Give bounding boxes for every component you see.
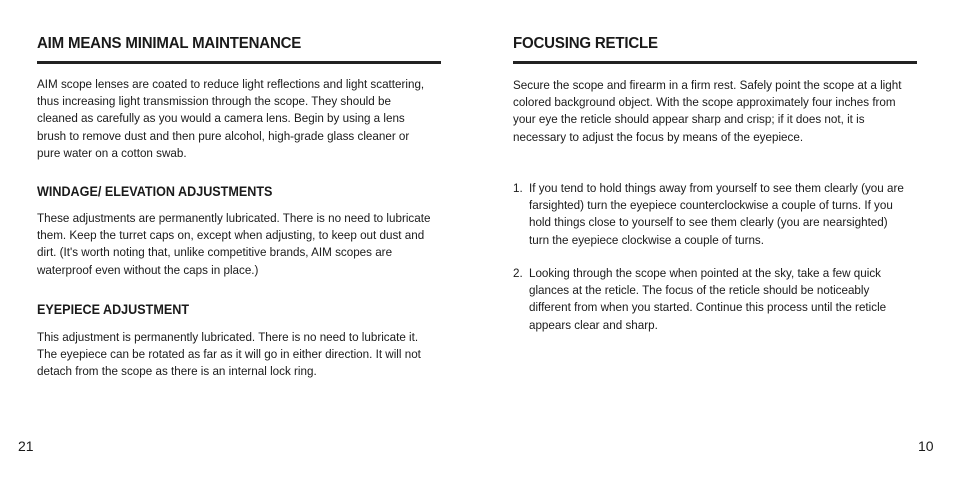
- left-page-number: 21: [18, 438, 34, 454]
- eyepiece-paragraph: This adjustment is permanently lubricated. There is no need to lubricate it. The eyepiece can be rotated as far as it will go in either direction. It will not detach from the scope as there is an internal lock ring.: [37, 330, 421, 379]
- focusing-heading: FOCUSING RETICLE: [513, 35, 658, 52]
- eyepiece-heading: EYEPIECE ADJUSTMENT: [37, 302, 190, 317]
- windage-heading: WINDAGE/ ELEVATION ADJUSTMENTS: [37, 184, 273, 199]
- heading-rule: [37, 61, 441, 64]
- list-item: [513, 180, 908, 249]
- windage-paragraph: These adjustments are permanently lubricated. There is no need to lubricate them. Keep the turret caps on, except when adjusting, to keep out dust and dirt. (It's worth noting that, unlike competitive brands, AIM scopes are waterproof even without the caps in place.): [37, 211, 431, 277]
- focusing-paragraph: Secure the scope and firearm in a firm rest. Safely point the scope at a light colored background object. With the scope approximately four inches from your eye the reticle should appear sharp and crisp; if it does not, it is necessary to adjust the focus by means of the eyepiece.: [513, 78, 902, 144]
- maintenance-paragraph: AIM scope lenses are coated to reduce light reflections and light scattering, thus increasing light transmission through the scope. They should be cleaned as carefully as you would a camera lens. Begin by using a lens brush to remove dust and then pure alcohol, high-grade glass cleaner or pure water on a cotton swab.: [37, 77, 425, 160]
- heading-rule: [513, 61, 917, 64]
- list-item-text: Looking through the scope when pointed at the sky, take a few quick glances at the reticle. The focus of the reticle should be noticeably different from when you started. Continue this process until the reticle appears clear and sharp.: [528, 266, 887, 332]
- list-item-number: 2.: [513, 266, 523, 280]
- list-item-number: 1.: [513, 181, 523, 195]
- list-item-text: If you tend to hold things away from yourself to see them clearly (you are farsighted) turn the eyepiece counterclockwise a couple of turns. If you hold things close to yourself to see them clearly (you are nearsighted) turn the eyepiece clockwise a couple of turns.: [528, 181, 904, 247]
- right-page-number: 10: [918, 438, 934, 454]
- maintenance-heading: AIM MEANS MINIMAL MAINTENANCE: [37, 35, 302, 52]
- list-item: [513, 265, 908, 334]
